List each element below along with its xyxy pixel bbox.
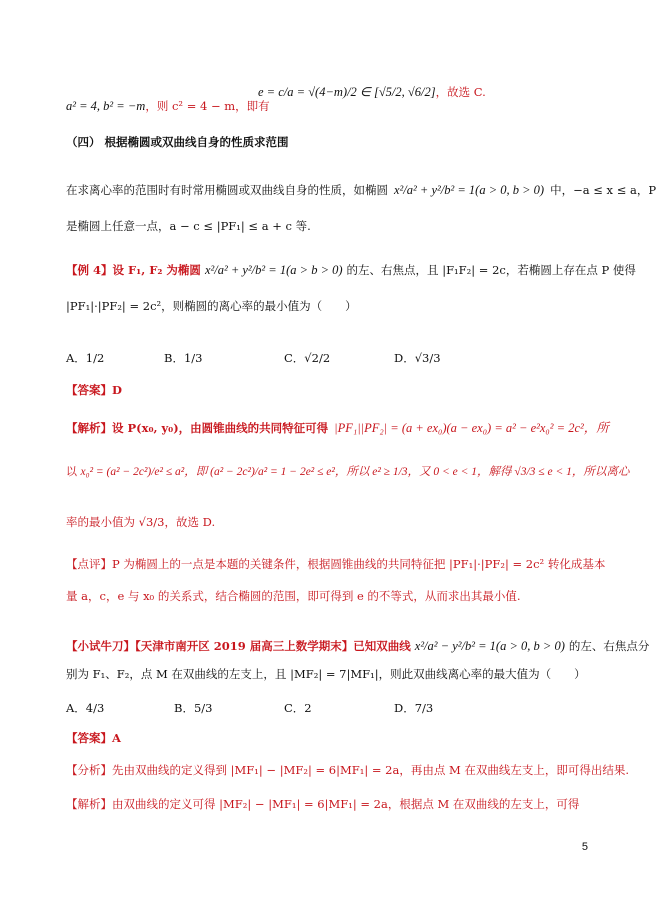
test-label: 【小试牛刀】【天津市南开区 2019 届高三上数学期末】已知双曲线 (66, 639, 411, 653)
test-text: 的左、右焦点分 (568, 639, 650, 653)
example4-option-a: A．1/2 (66, 351, 105, 365)
section4-text-b: 中，−a ≤ x ≤ a，P (550, 183, 656, 197)
test-solution: 【解析】由双曲线的定义可得 |MF₂| − |MF₁| = 6|MF₁| = 2a，根据点 M 在双曲线的左支上，可得 (66, 797, 580, 811)
example4-solution-line1 (66, 420, 609, 436)
example4-solution-line2 (66, 464, 629, 480)
example4-option-b: B．1/3 (164, 351, 203, 365)
example4-ellipse-eq: x²/a² + y²/b² = 1(a > b > 0) (204, 263, 343, 277)
example4-solution-eq1: |PF₁||PF₂| = (a + ex₀)(a − ex₀) = a² − e²x₀² = 2c²，所 (334, 421, 609, 435)
prev-eq-e: e = c/a = √(4−m)/2 ∈ [√5/2, √6/2] (258, 85, 436, 99)
example4-comment-line2: 量 a，c，e 与 x₀ 的关系式，结合椭圆的范围，即可得到 e 的不等式，从而求出其最小值. (66, 589, 521, 603)
test-line1 (66, 638, 649, 654)
section4-para-line1 (66, 182, 656, 198)
example4-text: 的左、右焦点，且 |F₁F₂| = 2c，若椭圆上存在点 P 使得 (346, 263, 636, 277)
section4-para-line2: 是椭圆上任意一点，a − c ≤ |PF₁| ≤ a + c 等. (66, 219, 311, 233)
test-hyperbola-eq: x²/a² − y²/b² = 1(a > 0, b > 0) (414, 639, 565, 653)
prev-solution-line (66, 98, 270, 114)
example4-line1 (66, 262, 636, 278)
test-option-a: A．4/3 (66, 701, 105, 715)
example4-line2: |PF₁|·|PF₂| = 2c²，则椭圆的离心率的最小值为（ ） (66, 299, 357, 313)
prev-eq-ab: a² = 4, b² = −m (66, 99, 146, 113)
prev-text-then: ，则 c² = 4 − m，即有 (145, 99, 270, 113)
example4-comment-line1: 【点评】P 为椭圆上的一点是本题的关键条件，根据圆锥曲线的共同特征把 |PF₁|·|PF₂| = 2c² 转化成基本 (66, 557, 606, 571)
test-line2: 别为 F₁、F₂，点 M 在双曲线的左支上，且 |MF₂| = 7|MF₁|，则此双曲线离心率的最大值为（ ） (66, 667, 586, 681)
example4-option-d: D．√3/3 (394, 351, 441, 365)
prev-eccentricity-eq (258, 84, 486, 100)
page-number: 5 (581, 841, 588, 853)
example4-solution-line3: 率的最小值为 √3/3，故选 D. (66, 515, 216, 529)
example4-label: 【例 4】设 F₁, F₂ 为椭圆 (66, 263, 201, 277)
example4-solution-eq2: x₀² = (a² − 2c²)/e² ≤ a²，即 (a² − 2c²)/a² = 1 − 2e² ≤ e²，所以 e² ≥ 1/3，又 0 < e < 1，解得 √3/3 ≤ e < 1，所以离心 (80, 466, 630, 478)
prev-answer-c: ，故选 C. (435, 85, 486, 99)
test-analysis: 【分析】先由双曲线的定义得到 |MF₁| − |MF₂| = 6|MF₁| = 2a，再由点 M 在双曲线左支上，即可得出结果. (66, 763, 630, 777)
test-option-b: B．5/3 (174, 701, 213, 715)
section4-ellipse-eq: x²/a² + y²/b² = 1(a > 0, b > 0) (394, 183, 545, 197)
test-option-c: C．2 (284, 701, 312, 715)
example4-answer: 【答案】D (66, 383, 122, 397)
test-option-d: D．7/3 (394, 701, 434, 715)
example4-solution-label: 【解析】设 P(x₀, y₀)，由圆锥曲线的共同特征可得 (66, 421, 329, 435)
section4-text-a: 在求离心率的范围时有时常用椭圆或双曲线自身的性质，如椭圆 (66, 183, 388, 197)
example4-solution-yi: 以 (66, 465, 77, 478)
section-title-4: （四） 根据椭圆或双曲线自身的性质求范围 (66, 135, 289, 149)
example4-option-c: C．√2/2 (284, 351, 331, 365)
test-answer: 【答案】A (66, 731, 121, 745)
